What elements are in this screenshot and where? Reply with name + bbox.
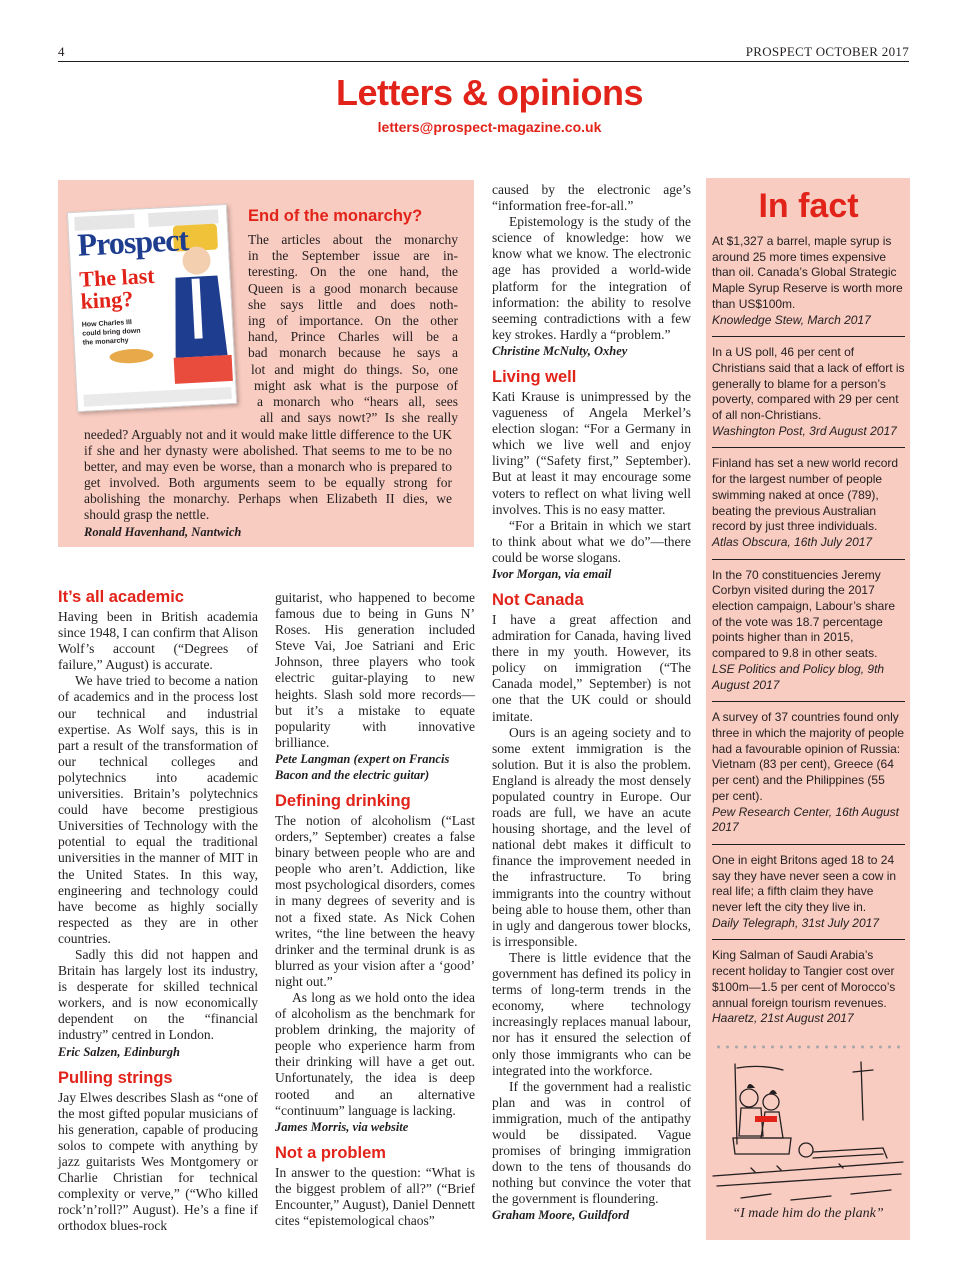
monarchy-text-line: ing of importance. On the other bbox=[248, 313, 458, 328]
academic-heading: It’s all academic bbox=[58, 588, 184, 606]
cover-headline-line2: king? bbox=[79, 285, 134, 314]
dotted-divider bbox=[714, 1043, 903, 1051]
column-3 bbox=[492, 182, 691, 1223]
monarchy-text-line: bad monarch because he says a bbox=[248, 345, 458, 361]
monarchy-body bbox=[84, 427, 452, 540]
masthead: PROSPECT OCTOBER 2017 bbox=[745, 44, 909, 59]
problem-signature: Christine McNulty, Oxhey bbox=[492, 343, 628, 358]
monarchy-text-line: lot and might do things. So, one bbox=[251, 361, 458, 377]
running-header bbox=[58, 44, 909, 62]
fact-item bbox=[712, 456, 905, 559]
cover-subhead: How Charles III could bring down the monarchy bbox=[81, 319, 141, 347]
strings-signature: Pete Langman (expert on Francis Bacon and the electric guitar) bbox=[275, 751, 450, 782]
page-number: 4 bbox=[58, 44, 65, 59]
monarchy-signature: Ronald Havenhand, Nantwich bbox=[84, 524, 242, 539]
monarchy-paragraph: needed? Arguably not and it would make little difference to the UK if she and her dynasty were abolished. That seems to me to be no better, and may even be worse, than a monarch who is prepared to get involved. Both arguments seem to be equally strong for abolishing the monarchy. Perhaps when Elizabeth II dies, we should grasp the nettle. bbox=[84, 427, 452, 523]
strings-heading: Pulling strings bbox=[58, 1068, 173, 1087]
academic-signature: Eric Salzen, Edinburgh bbox=[58, 1044, 180, 1059]
fact-item bbox=[712, 710, 905, 845]
problem-paragraph-part2: caused by the electronic age’s “information free-for-all.” bbox=[492, 182, 691, 214]
academic-paragraph-2: We have tried to become a nation of academics and in the process lost our technical and industrial expertise. As Wolf says, this is in part a result of the transformation of our technical colleges and polytechnics into academic universities. Britain’s polytechnics could have become prestigious Universities of Technology with the potential to equal the traditional universities in the manner of MIT in the United States. In this way, engineering and technology could have become as highly socially respected as they are in other countries. bbox=[58, 673, 258, 946]
fact-text: At $1,327 a barrel, maple syrup is around 25 more times expensive than oil. Canada’s Global Strategic Maple Syrup Reserve is worth more than US$100m. bbox=[712, 234, 903, 311]
canada-signature: Graham Moore, Guildford bbox=[492, 1208, 630, 1223]
living-signature: Ivor Morgan, via email bbox=[492, 566, 612, 581]
fact-item bbox=[712, 568, 905, 703]
fact-source: LSE Politics and Policy blog, 9th August 2017 bbox=[712, 661, 885, 692]
problem-heading: Not a problem bbox=[275, 1143, 386, 1162]
living-paragraph-2: “For a Britain in which we start to think about what we do”—there could be worse slogans. bbox=[492, 517, 691, 565]
fact-source: Daily Telegraph, 31st July 2017 bbox=[712, 915, 879, 930]
strings-paragraph-part1: Jay Elwes describes Slash as “one of the most gifted popular musicians of his generation, capable of producing solos to compete with anything by jazz guitarists Wes Montgomery or Charlie Christian for technical complexity or verve,” (“Who killed rock’n’roll?” August). He’s a fine if orthodox blues-rock bbox=[58, 1089, 258, 1234]
canada-paragraph-1: I have a great affection and admiration for Canada, having lived there in my youth. However, its policy on immigration (“The Canada model,” September) is not one that the UK could or should imitate. bbox=[492, 611, 691, 724]
living-heading: Living well bbox=[492, 367, 577, 386]
fact-item bbox=[712, 234, 905, 337]
fact-item bbox=[712, 948, 905, 1035]
fact-source: Atlas Obscura, 16th July 2017 bbox=[712, 534, 873, 549]
column-2 bbox=[275, 590, 475, 1229]
cartoon-caption: “I made him do the plank” bbox=[732, 1206, 884, 1221]
fact-text: In a US poll, 46 per cent of Christians said that a lack of effort is generally to blame for a person’s poverty, compared with 29 per cent of all non-Christians. bbox=[712, 345, 905, 423]
monarchy-text-line: might ask what is the purpose of bbox=[254, 377, 458, 393]
cartoon-illustration bbox=[711, 1058, 905, 1216]
canada-paragraph-3: There is little evidence that the government has defined its policy in terms of long-term trends in the economy, where technology increasingly replaces manual labour, nor has it ensured the selection of only those immigrants who can be integrated into the workforce. bbox=[492, 949, 691, 1078]
letters-email-link[interactable]: letters@prospect-magazine.co.uk bbox=[377, 119, 602, 135]
magazine-cover-image bbox=[67, 204, 237, 412]
section-title: Letters & opinions bbox=[335, 72, 644, 113]
fact-item bbox=[712, 345, 905, 448]
fact-source: Pew Research Center, 16th August 2017 bbox=[712, 804, 899, 835]
drinking-paragraph-2: As long as we hold onto the idea of alcoholism as the benchmark for problem drinking, the majority of people who experience harm from their drinking will have a get out. Unfortunately, the idea is deep rooted and an alternative “continuum” language is lacking. bbox=[275, 989, 475, 1118]
monarchy-heading: End of the monarchy? bbox=[248, 207, 423, 225]
canada-paragraph-2: Ours is an ageing society and to some extent immigration is the solution. But it is also the problem. England is already the most densely populated country in Europe. Our roads are full, we have an acute housing shortage, and the level of national debt makes it difficult to finance the improvement needed in the infrastructure. To bring immigrants into the country without being able to house them, other than in ugly and dangerous tower blocks, is irresponsible. bbox=[492, 724, 691, 949]
problem-paragraph-3: Epistemology is the study of the science of knowledge: how we know what we know. The electronic age has provided a world-wide platform for the integration of information: the ability to resolve seeming contradictions with a few key strokes. Hardly a “problem.” bbox=[492, 214, 691, 342]
monarchy-text-line: Queen is a good monarch because bbox=[248, 280, 458, 296]
cover-headline-line1: The last bbox=[78, 262, 156, 292]
monarchy-text-line: in the September issue are in- bbox=[248, 248, 458, 264]
monarchy-text-line: The articles about the monarchy bbox=[248, 232, 458, 247]
fact-item bbox=[712, 853, 905, 941]
fact-text: A survey of 37 countries found only three in which the majority of people had a favourable opinion of Russia: Vietnam (83 per cent), Greece (64 per cent) and the Philippines (55 per cent). bbox=[712, 710, 905, 803]
fact-source: Washington Post, 3rd August 2017 bbox=[712, 423, 897, 438]
in-fact-title: In fact bbox=[758, 187, 859, 225]
fact-text: Finland has set a new world record for the largest number of people swimming naked at once (789), beating the previous Australian record by just three individuals. bbox=[712, 456, 899, 534]
problem-paragraph-part1: In answer to the question: “What is the biggest problem of all?” (“Brief Encounter,” August), Daniel Dennett cites “epistemological chaos” bbox=[275, 1164, 475, 1228]
cover-brand: Prospect bbox=[76, 221, 189, 263]
column-1 bbox=[58, 587, 258, 1234]
strings-paragraph-part2: guitarist, who happened to become famous due to being in Guns N’ Roses. His generation included Steve Vai, Joe Satriani and Eric Johnson, three players who took electric guitar-playing to new heights. Slash sold more records—but it’s a mistake to equate popularity with innovative brilliance. bbox=[275, 590, 475, 750]
fact-text: In the 70 constituencies Jeremy Corbyn visited during the 2017 election campaign, Labour’s share of the vote was 18.7 percentage points higher than in 2015, compared to 9.8 in other seats. bbox=[712, 567, 896, 661]
monarchy-text-line: she says little and does noth- bbox=[248, 296, 458, 312]
drinking-heading: Defining drinking bbox=[275, 791, 411, 810]
fact-source: Knowledge Stew, March 2017 bbox=[712, 312, 871, 327]
drinking-paragraph-1: The notion of alcoholism (“Last orders,” September) creates a false binary between people who are and people who aren’t. Addiction, like most psychological disorders, comes in many degrees of severity and is not a fixed state. As Nick Cohen writes, “the line between the heavy drinker and the terminal drunk is as blurred as your vision after a ‘good’ night out.” bbox=[275, 812, 475, 989]
living-paragraph-1: Kati Krause is unimpressed by the vagueness of Angela Merkel’s election slogan: “For a Germany in which we live well and enjoy living” (“Safety first,” September). But at least it may encourage some voters to reflect on what living well involves. This is no easy matter. bbox=[492, 388, 691, 517]
drinking-signature: James Morris, via website bbox=[275, 1119, 409, 1134]
fact-text: King Salman of Saudi Arabia’s recent holiday to Tangier cost over $100m—1.5 per cent of Morocco’s annual foreign tourism revenues. bbox=[712, 948, 896, 1010]
fact-source: Haaretz, 21st August 2017 bbox=[712, 1011, 854, 1026]
fact-text: One in eight Britons aged 18 to 24 say they have never seen a cow in real life; a fifth claim they have never left the city they live in. bbox=[712, 852, 897, 915]
monarchy-text-line: teresting. On the one hand, the bbox=[248, 264, 458, 280]
monarchy-text-line: all and says nowt?” Is she really bbox=[260, 410, 458, 426]
monarchy-text-line: a monarch who “hears all, sees bbox=[257, 394, 458, 409]
monarchy-text-line: hand, Prince Charles will be a bbox=[248, 329, 458, 345]
academic-paragraph-3: Sadly this did not happen and Britain has largely lost its industry, is desperate for skilled technical workers, and is now economically dependent on the “financial industry” centred in London. bbox=[58, 946, 258, 1043]
academic-paragraph-1: Having been in British academia since 1948, I can confirm that Alison Wolf’s account (“Degrees of failure,” August) is accurate. bbox=[58, 609, 258, 673]
canada-heading: Not Canada bbox=[492, 590, 584, 609]
canada-paragraph-4: If the government had a realistic plan and was in control of immigration, much of the antipathy would be dissipated. Vague promises of bringing immigration down to the tens of thousands do nothing but convince the voter that the government is floundering. bbox=[492, 1078, 691, 1207]
